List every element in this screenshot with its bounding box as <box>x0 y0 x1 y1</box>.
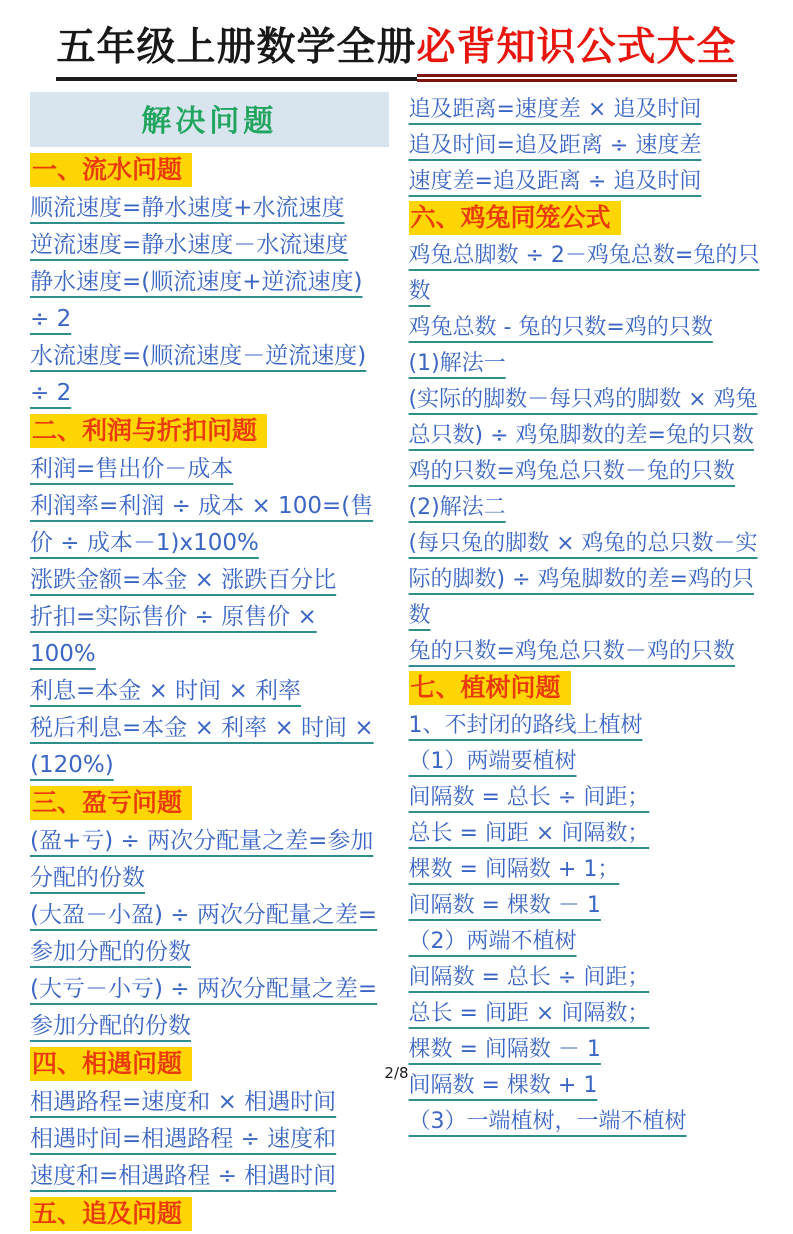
content-line <box>30 971 389 1045</box>
content-line <box>30 562 389 599</box>
content-line <box>30 599 389 673</box>
section-header: 二、利润与折扣问题 <box>30 414 267 448</box>
formula-text: 追及时间=追及距离 ÷ 速度差 <box>408 133 702 158</box>
content-line <box>30 190 389 227</box>
section-header: 三、盈亏问题 <box>30 786 192 820</box>
content-line <box>409 634 768 670</box>
left-column <box>30 92 389 1234</box>
formula-text: 逆流速度=静水速度－水流速度 <box>30 232 349 258</box>
page-title-red-part: 必背知识公式大全 <box>417 16 737 82</box>
content-line <box>30 151 389 190</box>
formula-text: （1）两端要植树 <box>408 749 577 774</box>
formula-text: 鸡的只数=鸡兔总只数－兔的只数 <box>408 459 735 484</box>
content-line <box>409 526 768 634</box>
formula-text: 静水速度=(顺流速度+逆流速度) ÷ 2 <box>30 269 363 332</box>
content-line <box>409 744 768 780</box>
content-line <box>30 784 389 823</box>
content-line <box>409 128 768 164</box>
formula-text: 棵数 = 间隔数 + 1； <box>408 857 620 882</box>
content-line <box>409 310 768 346</box>
formula-text: 利润=售出价－成本 <box>30 456 234 482</box>
content-line <box>30 451 389 488</box>
content-line <box>409 708 768 744</box>
section-header: 五、追及问题 <box>30 1197 192 1231</box>
content-line <box>409 888 768 924</box>
formula-text: 相遇时间=相遇路程 ÷ 速度和 <box>30 1126 337 1152</box>
content-line <box>409 1104 768 1140</box>
right-column <box>409 92 768 1234</box>
formula-text: 棵数 = 间隔数 － 1 <box>408 1037 601 1062</box>
formula-text: 间隔数 = 总长 ÷ 间距； <box>408 965 650 990</box>
formula-text: (盈+亏) ÷ 两次分配量之差=参加分配的份数 <box>30 828 374 891</box>
formula-text: 速度和=相遇路程 ÷ 相遇时间 <box>30 1163 337 1189</box>
formula-text: 利润率=利润 ÷ 成本 × 100=(售价 ÷ 成本－1)x100% <box>30 493 374 556</box>
content-line <box>409 1032 768 1068</box>
formula-text: (1)解法一 <box>408 351 506 376</box>
formula-text: 速度差=追及距离 ÷ 追及时间 <box>408 169 702 194</box>
content-line <box>30 1158 389 1195</box>
content-line <box>409 346 768 382</box>
formula-text: (大盈－小盈) ÷ 两次分配量之差=参加分配的份数 <box>30 902 378 965</box>
content-line <box>409 238 768 310</box>
formula-text: （3）一端植树，一端不植树 <box>408 1109 687 1134</box>
section-header: 七、植树问题 <box>409 671 571 705</box>
formula-text: 鸡兔总脚数 ÷ 2－鸡兔总数=兔的只数 <box>408 243 760 304</box>
content-line <box>30 488 389 562</box>
formula-text: 税后利息=本金 × 利率 × 时间 × (120%) <box>30 715 374 778</box>
formula-text: (实际的脚数－每只鸡的脚数 × 鸡兔总只数) ÷ 鸡兔脚数的差=兔的只数 <box>408 387 758 448</box>
content-line <box>409 924 768 960</box>
content-line <box>30 227 389 264</box>
content-line <box>30 1121 389 1158</box>
formula-text: 鸡兔总数 - 兔的只数=鸡的只数 <box>408 315 713 340</box>
content-line <box>30 710 389 784</box>
content-line <box>30 264 389 338</box>
content-line <box>30 823 389 897</box>
formula-text: 追及距离=速度差 × 追及时间 <box>408 97 702 122</box>
right-column-lines <box>409 92 768 1140</box>
section-header: 一、流水问题 <box>30 153 192 187</box>
two-column-body <box>30 92 767 1234</box>
formula-text: (大亏－小亏) ÷ 两次分配量之差=参加分配的份数 <box>30 976 378 1039</box>
formula-text: 水流速度=(顺流速度－逆流速度) ÷ 2 <box>30 343 367 406</box>
content-line <box>409 92 768 128</box>
formula-text: 1、不封闭的路线上植树 <box>408 713 643 738</box>
content-line <box>409 670 768 708</box>
content-line <box>409 200 768 238</box>
formula-text: (每只兔的脚数 × 鸡兔的总只数－实际的脚数) ÷ 鸡兔脚数的差=鸡的只数 <box>408 531 758 628</box>
formula-text: (2)解法二 <box>408 495 506 520</box>
formula-text: （2）两端不植树 <box>408 929 577 954</box>
section-banner <box>30 92 389 147</box>
section-header: 四、相遇问题 <box>30 1047 192 1081</box>
content-line <box>30 897 389 971</box>
page-title <box>0 0 793 82</box>
formula-text: 间隔数 = 总长 ÷ 间距； <box>408 785 650 810</box>
content-line <box>409 382 768 454</box>
formula-text: 顺流速度=静水速度+水流速度 <box>30 195 345 221</box>
formula-text: 总长 = 间距 × 间隔数； <box>408 1001 650 1026</box>
content-line <box>30 1084 389 1121</box>
formula-text: 兔的只数=鸡兔总只数－鸡的只数 <box>408 639 735 664</box>
section-header: 六、鸡兔同笼公式 <box>409 201 621 235</box>
content-line <box>30 1195 389 1234</box>
formula-text: 利息=本金 × 时间 × 利率 <box>30 678 302 704</box>
content-line <box>409 960 768 996</box>
formula-text: 折扣=实际售价 ÷ 原售价 × 100% <box>30 604 317 667</box>
formula-text: 总长 = 间距 × 间隔数； <box>408 821 650 846</box>
formula-text: 间隔数 = 棵数 － 1 <box>408 893 601 918</box>
content-line <box>409 780 768 816</box>
formula-text: 间隔数 = 棵数 + 1 <box>408 1073 598 1098</box>
content-line <box>30 673 389 710</box>
page-title-black-part: 五年级上册数学全册 <box>56 16 416 81</box>
formula-text: 涨跌金额=本金 × 涨跌百分比 <box>30 567 337 593</box>
formula-text: 相遇路程=速度和 × 相遇时间 <box>30 1089 337 1115</box>
content-line <box>30 338 389 412</box>
section-banner-label: 解决问题 <box>141 104 278 139</box>
content-line <box>409 490 768 526</box>
content-line <box>409 454 768 490</box>
content-line <box>409 996 768 1032</box>
content-line <box>30 412 389 451</box>
content-line <box>409 164 768 200</box>
page-number: 2/8 <box>384 1064 409 1082</box>
content-line <box>409 852 768 888</box>
content-line <box>409 816 768 852</box>
